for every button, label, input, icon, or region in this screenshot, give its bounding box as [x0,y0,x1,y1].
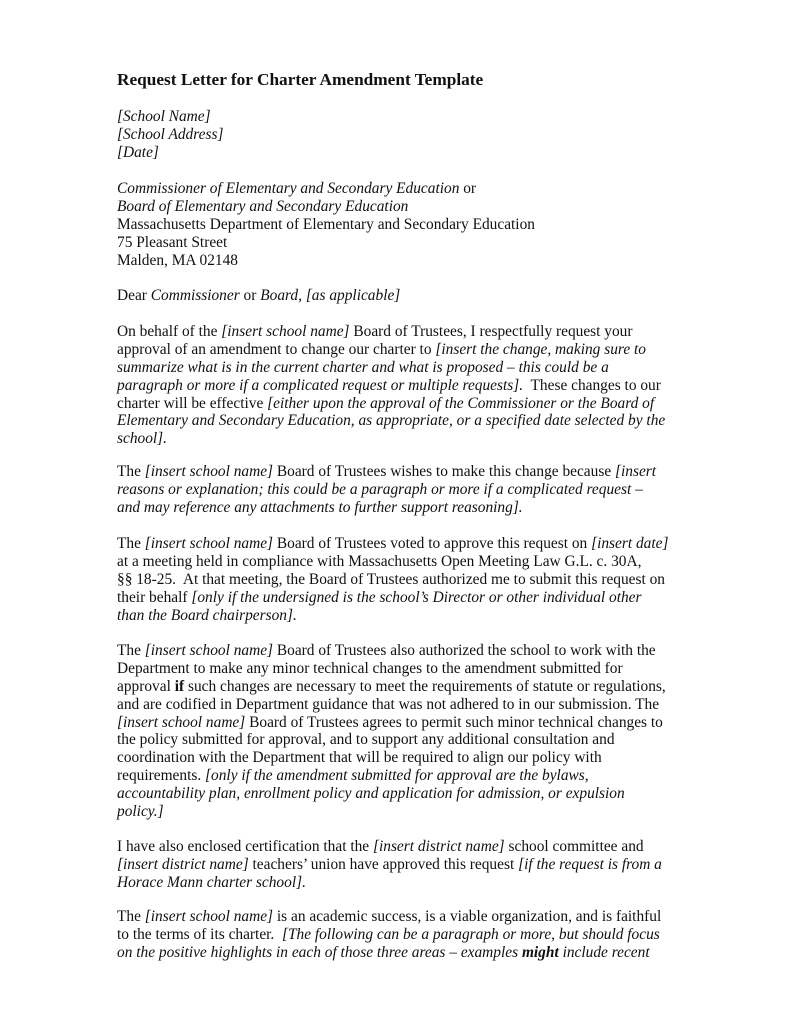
text-line [117,412,665,430]
body-text: Board of Trustees, I respectfully request your [349,323,633,340]
placeholder-text: policy.] [117,803,164,821]
text-line [117,377,665,395]
paragraph-5-certification [117,838,662,892]
text-line [117,252,535,270]
placeholder-text: Commissioner of Elementary and Secondary Education [117,180,460,197]
body-text: Board of Trustees also authorized the school to work with the [273,642,656,659]
text-line [117,323,665,341]
placeholder-text: [insert school name] [117,713,246,731]
body-text: approval [117,677,175,695]
text-line [117,589,668,607]
text-line [117,359,665,377]
text-line [117,838,662,856]
body-text: or [459,180,477,197]
text-line [117,535,668,553]
paragraph-6-success [117,908,661,962]
placeholder-text: than the Board chairperson]. [117,606,297,624]
text-line [117,499,656,517]
placeholder-text: reasons or explanation; this could be a paragraph or more if a complicated request – [117,480,643,498]
placeholder-text: [only if the amendment submitted for approval are the bylaws, [205,767,589,785]
paragraph-3-vote [117,535,668,624]
body-text: their behalf [117,588,192,606]
body-text: The [117,463,145,480]
text-line [117,395,665,413]
text-line [117,481,656,499]
placeholder-text: [School Name] [117,108,211,125]
text-line [117,785,666,803]
body-text: the policy submitted for approval, and to support any additional consultation and [117,731,615,749]
placeholder-text: [insert date] [591,535,669,552]
body-text: Department to make any minor technical changes to the amendment submitted for [117,659,623,677]
body-text: Dear [117,287,151,304]
paragraph-1-request [117,323,665,448]
placeholder-text: accountability plan, enrollment policy and application for admission, or expulsion [117,785,625,803]
text-line [117,767,666,785]
paragraph-2-reasons [117,463,656,517]
body-text: Massachusetts Department of Elementary and Secondary Education [117,215,535,233]
text-line [117,234,535,252]
body-text: to the terms of its charter. [117,925,282,943]
body-text: at a meeting held in compliance with Massachusetts Open Meeting Law G.L. c. 30A, [117,552,642,570]
body-text: approval of an amendment to change our charter to [117,340,436,358]
text-line [117,607,668,625]
placeholder-text: [insert school name] [144,908,274,925]
text-line [117,731,666,749]
body-text: The [117,642,145,659]
placeholder-text: [insert school name] [144,535,274,552]
placeholder-text: [if the request is from a [518,855,662,873]
body-text: These changes to our [523,376,661,394]
placeholder-text: Horace Mann charter school]. [117,873,306,891]
body-text: is an academic success, is a viable organization, and is faithful [273,908,662,925]
body-text: coordination with the Department that will be required to align our policy with [117,749,602,767]
body-text: Board of Trustees wishes to make this change because [273,463,615,480]
placeholder-text: [insert district name] [117,855,249,873]
salutation [117,287,400,305]
placeholder-text: paragraph or more if a complicated request or multiple requests]. [117,376,524,394]
placeholder-text: Board of Elementary and Secondary Education [117,197,409,215]
body-text: school committee and [504,838,644,855]
text-line [117,126,223,144]
placeholder-text: school]. [117,430,168,448]
text-line [117,341,665,359]
body-text: I have also enclosed certification that the [117,838,373,855]
text-line [117,430,665,448]
recipient-block [117,180,535,269]
text-line [117,714,666,732]
placeholder-text: [insert school name] [221,323,350,340]
text-line [117,803,666,821]
placeholder-text: on the positive highlights in each of those three areas – examples [117,943,522,961]
text-line [117,571,668,589]
text-line [117,144,223,162]
body-text: The [117,908,145,925]
text-line [117,696,666,714]
text-line [117,749,666,767]
text-line [117,463,656,481]
placeholder-text: [insert [615,463,657,480]
body-text: teachers’ union have approved this request [248,855,519,873]
body-text: On behalf of the [117,323,222,340]
sender-block [117,108,223,162]
placeholder-text: [The following can be a paragraph or more, but should focus [281,925,660,943]
placeholder-text: [insert school name] [144,463,274,480]
body-text: Board of Trustees voted to approve this request on [273,535,592,552]
text-line [117,908,661,926]
placeholder-text: [insert the change, making sure to [435,340,646,358]
placeholder-text: [insert school name] [144,642,274,659]
placeholder-text: Commissioner [150,287,240,304]
text-line [117,678,666,696]
body-text: such changes are necessary to meet the requirements of statute or regulations, [184,677,666,695]
body-text: and are codified in Department guidance that was not adhered to in our submission. The [117,695,660,713]
placeholder-text: Elementary and Secondary Education, as appropriate, or a specified date selected by the [117,412,666,430]
placeholder-text: summarize what is in the current charter and what is proposed – this could be a [117,358,609,376]
body-text: or [239,287,261,304]
body-text: §§ 18-25. At that meeting, the Board of Trustees authorized me to submit this request on [117,570,666,588]
text-line [117,660,666,678]
body-text: The [117,535,145,552]
text-line [117,198,535,216]
text-line [117,553,668,571]
text-line [117,944,661,962]
placeholder-text: [insert district name] [372,838,505,855]
text-line [117,642,666,660]
document-title: Request Letter for Charter Amendment Template [117,70,484,89]
placeholder-text: [Date] [117,143,159,161]
placeholder-text: Board, [as applicable] [260,287,401,304]
emphasis-text: if [174,677,185,695]
body-text: 75 Pleasant Street [117,233,228,251]
placeholder-text: [either upon the approval of the Commissioner or the Board of [267,394,655,412]
text-line [117,108,223,126]
body-text: Malden, MA 02148 [117,251,238,269]
placeholder-text: [only if the undersigned is the school’s Director or other individual other [191,588,642,606]
placeholder-text: [School Address] [117,125,224,143]
paragraph-4-technical-changes [117,642,666,821]
placeholder-text: include recent [558,943,650,961]
text-line [117,216,535,234]
emphasis-text: might [521,943,559,961]
body-text: charter will be effective [117,394,268,412]
text-line [117,926,661,944]
body-text: requirements. [117,767,206,785]
body-text: Board of Trustees agrees to permit such minor technical changes to [245,713,663,731]
text-line [117,180,535,198]
text-line [117,287,400,305]
text-line [117,874,662,892]
placeholder-text: and may reference any attachments to further support reasoning]. [117,498,523,516]
text-line [117,856,662,874]
